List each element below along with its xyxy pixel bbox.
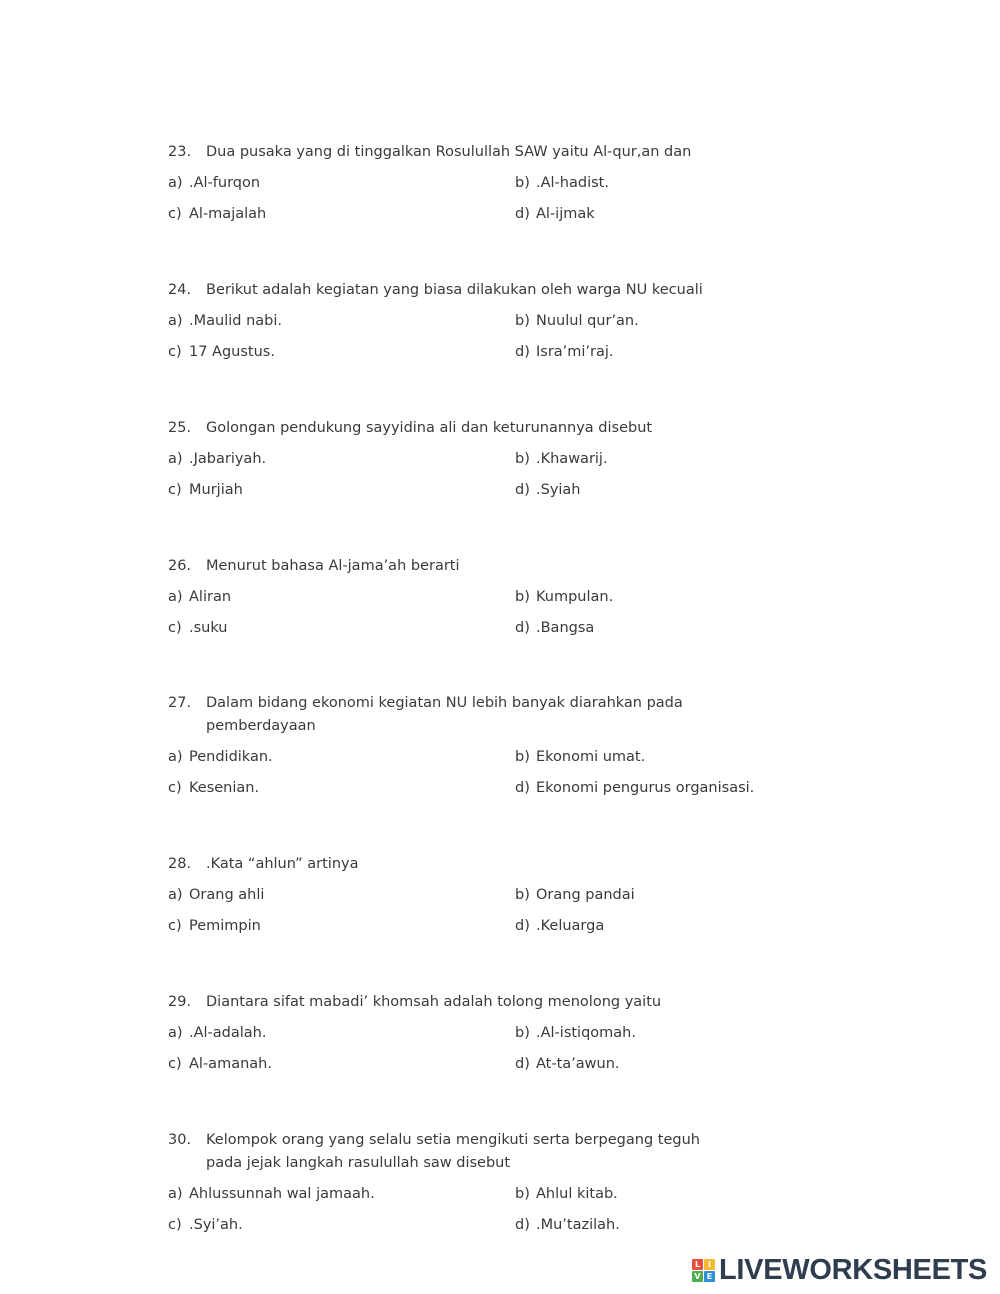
option-d[interactable]	[515, 1214, 788, 1237]
question-text: Diantara sifat mabadi’ khomsah adalah tolong menolong yaitu	[206, 994, 662, 1010]
option-text: 17 Agustus.	[189, 344, 275, 360]
option-a[interactable]	[168, 586, 515, 609]
option-text: .Bangsa	[536, 620, 595, 636]
question-number: 26.	[168, 558, 192, 574]
option-key: b)	[515, 589, 530, 605]
option-key: c)	[168, 482, 182, 498]
question-24	[168, 279, 788, 364]
option-text: Kumpulan.	[536, 589, 614, 605]
option-a[interactable]	[168, 310, 515, 333]
option-key: d)	[515, 1217, 530, 1233]
option-b[interactable]	[515, 448, 788, 471]
options-grid	[168, 746, 788, 800]
logo-square-v: V	[692, 1271, 703, 1282]
option-key: d)	[515, 780, 530, 796]
option-b[interactable]	[515, 1183, 788, 1206]
question-text: Dalam bidang ekonomi kegiatan NU lebih banyak diarahkan pada pemberdayaan	[206, 695, 683, 734]
logo-square-l: L	[692, 1259, 703, 1270]
option-text: Pendidikan.	[189, 749, 273, 765]
logo-mark-icon	[692, 1259, 715, 1282]
option-key: d)	[515, 206, 530, 222]
option-d[interactable]	[515, 479, 788, 502]
option-key: c)	[168, 918, 182, 934]
option-text: .Keluarga	[536, 918, 605, 934]
options-grid	[168, 310, 788, 364]
option-key: b)	[515, 451, 530, 467]
question-23	[168, 141, 788, 226]
option-text: .Al-istiqomah.	[536, 1025, 636, 1041]
option-key: d)	[515, 620, 530, 636]
option-text: Murjiah	[189, 482, 243, 498]
option-text: .Jabariyah.	[189, 451, 267, 467]
option-c[interactable]	[168, 1214, 515, 1237]
option-key: b)	[515, 887, 530, 903]
option-key: a)	[168, 451, 183, 467]
option-b[interactable]	[515, 586, 788, 609]
option-a[interactable]	[168, 746, 515, 769]
option-c[interactable]	[168, 915, 515, 938]
question-text: .Kata “ahlun” artinya	[206, 856, 359, 872]
option-key: a)	[168, 175, 183, 191]
option-c[interactable]	[168, 617, 515, 640]
option-text: .Syiah	[536, 482, 581, 498]
option-b[interactable]	[515, 746, 788, 769]
option-a[interactable]	[168, 172, 515, 195]
option-text: .Al-hadist.	[536, 175, 609, 191]
options-grid	[168, 1183, 788, 1237]
liveworksheets-logo[interactable]	[692, 1254, 987, 1286]
option-key: d)	[515, 1056, 530, 1072]
question-27	[168, 692, 788, 800]
option-key: a)	[168, 589, 183, 605]
option-b[interactable]	[515, 172, 788, 195]
option-text: Ekonomi pengurus organisasi.	[536, 780, 755, 796]
option-key: c)	[168, 206, 182, 222]
option-text: .Al-furqon	[189, 175, 261, 191]
option-key: a)	[168, 1186, 183, 1202]
option-text: Al-ijmak	[536, 206, 595, 222]
logo-text: LIVEWORKSHEETS	[719, 1253, 988, 1286]
question-29	[168, 991, 788, 1076]
option-text: Orang pandai	[536, 887, 635, 903]
question-number: 24.	[168, 282, 192, 298]
option-text: Pemimpin	[189, 918, 261, 934]
option-text: .Mu’tazilah.	[536, 1217, 620, 1233]
option-d[interactable]	[515, 203, 788, 226]
option-key: d)	[515, 344, 530, 360]
option-text: Orang ahli	[189, 887, 265, 903]
option-text: Ahlul kitab.	[536, 1186, 618, 1202]
option-a[interactable]	[168, 1022, 515, 1045]
option-text: Ahlussunnah wal jamaah.	[189, 1186, 375, 1202]
option-text: Al-amanah.	[189, 1056, 272, 1072]
option-text: Isra’mi’raj.	[536, 344, 614, 360]
option-text: .Syi’ah.	[189, 1217, 243, 1233]
logo-square-e: E	[704, 1271, 715, 1282]
option-key: c)	[168, 344, 182, 360]
option-key: c)	[168, 1217, 182, 1233]
option-b[interactable]	[515, 1022, 788, 1045]
question-text: Kelompok orang yang selalu setia mengikuti serta berpegang teguh pada jejak langkah rasulullah saw disebut	[206, 1132, 700, 1171]
option-a[interactable]	[168, 884, 515, 907]
option-text: Kesenian.	[189, 780, 260, 796]
options-grid	[168, 586, 788, 640]
question-number: 29.	[168, 994, 192, 1010]
option-key: a)	[168, 313, 183, 329]
question-number: 30.	[168, 1132, 192, 1148]
option-key: c)	[168, 620, 182, 636]
option-text: Al-majalah	[189, 206, 267, 222]
option-c[interactable]	[168, 203, 515, 226]
question-text: Dua pusaka yang di tinggalkan Rosulullah SAW yaitu Al-qur,an dan	[206, 144, 692, 160]
option-text: Aliran	[189, 589, 232, 605]
option-key: b)	[515, 1186, 530, 1202]
question-number: 25.	[168, 420, 192, 436]
option-d[interactable]	[515, 617, 788, 640]
option-key: b)	[515, 175, 530, 191]
option-d[interactable]	[515, 1053, 788, 1076]
option-d[interactable]	[515, 341, 788, 364]
option-key: b)	[515, 1025, 530, 1041]
question-25	[168, 417, 788, 502]
option-text: .Maulid nabi.	[189, 313, 282, 329]
option-c[interactable]	[168, 479, 515, 502]
option-key: a)	[168, 749, 183, 765]
question-number: 28.	[168, 856, 192, 872]
question-26	[168, 555, 788, 640]
option-text: At-ta’awun.	[536, 1056, 620, 1072]
option-d[interactable]	[515, 777, 788, 800]
option-key: c)	[168, 1056, 182, 1072]
option-c[interactable]	[168, 777, 515, 800]
question-number: 27.	[168, 695, 192, 711]
option-text: .Al-adalah.	[189, 1025, 267, 1041]
option-b[interactable]	[515, 310, 788, 333]
option-c[interactable]	[168, 341, 515, 364]
option-text: Ekonomi umat.	[536, 749, 646, 765]
option-key: c)	[168, 780, 182, 796]
options-grid	[168, 172, 788, 226]
question-text: Golongan pendukung sayyidina ali dan keturunannya disebut	[206, 420, 653, 436]
question-28	[168, 853, 788, 938]
option-text: Nuulul qur’an.	[536, 313, 639, 329]
logo-square-i: I	[704, 1259, 715, 1270]
option-key: a)	[168, 1025, 183, 1041]
option-text: .Khawarij.	[536, 451, 608, 467]
question-text: Berikut adalah kegiatan yang biasa dilakukan oleh warga NU kecuali	[206, 282, 703, 298]
question-number: 23.	[168, 144, 192, 160]
question-text: Menurut bahasa Al-jama’ah berarti	[206, 558, 460, 574]
option-b[interactable]	[515, 884, 788, 907]
option-key: b)	[515, 749, 530, 765]
option-key: b)	[515, 313, 530, 329]
question-30	[168, 1129, 788, 1237]
option-text: .suku	[189, 620, 228, 636]
option-c[interactable]	[168, 1053, 515, 1076]
option-key: a)	[168, 887, 183, 903]
option-a[interactable]	[168, 1183, 515, 1206]
option-key: d)	[515, 918, 530, 934]
options-grid	[168, 884, 788, 938]
option-d[interactable]	[515, 915, 788, 938]
options-grid	[168, 1022, 788, 1076]
option-key: d)	[515, 482, 530, 498]
option-a[interactable]	[168, 448, 515, 471]
options-grid	[168, 448, 788, 502]
